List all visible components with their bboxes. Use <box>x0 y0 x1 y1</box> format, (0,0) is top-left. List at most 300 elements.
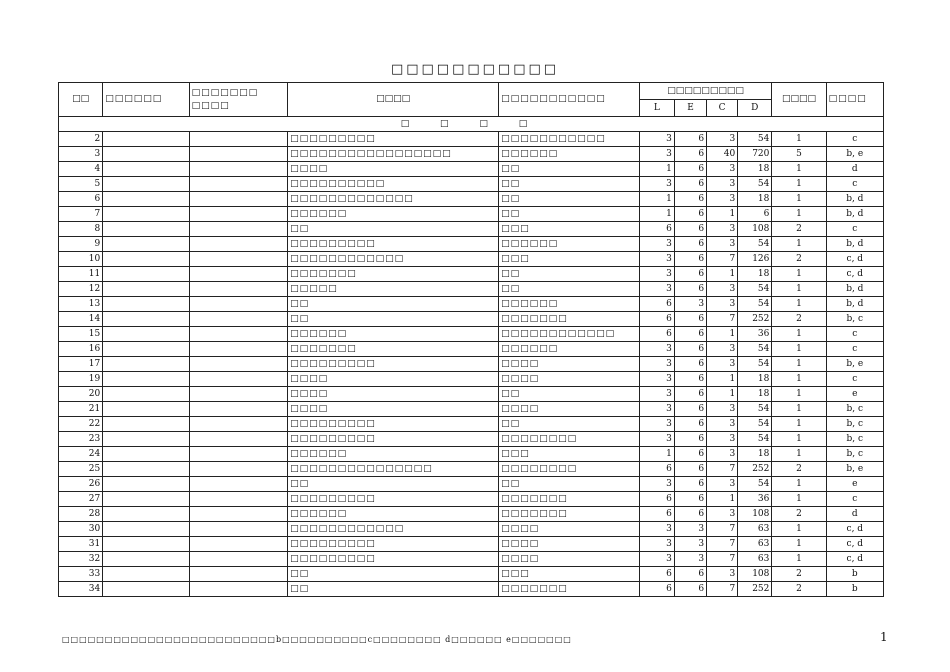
row-number: 31 <box>59 537 103 552</box>
row-D: 54 <box>738 432 772 447</box>
row-empty-col2 <box>103 312 189 327</box>
row-item-name: □□□□□□□ <box>288 342 499 357</box>
row-E: 6 <box>674 207 706 222</box>
table-row <box>59 522 884 537</box>
header-col10: □□□□ <box>772 83 826 117</box>
row-item-name: □□□□□□□□□□□□□ <box>288 192 499 207</box>
table-row <box>59 447 884 462</box>
row-empty-col2 <box>103 447 189 462</box>
row-E: 6 <box>674 162 706 177</box>
header-col3-line2: □□□□ <box>191 100 230 111</box>
row-number: 33 <box>59 567 103 582</box>
row-empty-col3 <box>189 492 287 507</box>
row-code: b, e <box>826 147 883 162</box>
table-row <box>59 267 884 282</box>
row-number: 27 <box>59 492 103 507</box>
row-item-name: □□ <box>288 222 499 237</box>
table-row <box>59 222 884 237</box>
row-L: 6 <box>639 582 674 597</box>
row-empty-col2 <box>103 327 189 342</box>
table-row <box>59 432 884 447</box>
row-E: 6 <box>674 132 706 147</box>
row-D: 63 <box>738 522 772 537</box>
row-number: 28 <box>59 507 103 522</box>
row-L: 1 <box>639 162 674 177</box>
row-number: 9 <box>59 237 103 252</box>
table-row <box>59 162 884 177</box>
row-code: b, c <box>826 312 883 327</box>
row-E: 6 <box>674 492 706 507</box>
row-item-name: □□ <box>288 567 499 582</box>
footer-note: □□□□□□□□□□□□□□□□□□□□□□□□□b□□□□□□□□□□c□□□□□□□□ d□□□□□□ e□□□□□□□ <box>62 635 572 644</box>
row-D: 54 <box>738 132 772 147</box>
row-empty-col2 <box>103 147 189 162</box>
row-empty-col2 <box>103 162 189 177</box>
row-empty-col2 <box>103 537 189 552</box>
row-level: 2 <box>772 582 826 597</box>
row-condition: □□□□□□□□□□□□ <box>499 327 640 342</box>
row-D: 63 <box>738 537 772 552</box>
row-E: 6 <box>674 417 706 432</box>
row-C: 3 <box>707 297 738 312</box>
row-condition: □□ <box>499 387 640 402</box>
row-D: 252 <box>738 312 772 327</box>
row-number: 12 <box>59 282 103 297</box>
row-condition: □□□□□□□□ <box>499 432 640 447</box>
row-number: 7 <box>59 207 103 222</box>
row-code: b <box>826 567 883 582</box>
row-number: 3 <box>59 147 103 162</box>
row-empty-col3 <box>189 537 287 552</box>
row-empty-col3 <box>189 582 287 597</box>
row-empty-col3 <box>189 162 287 177</box>
row-C: 7 <box>707 552 738 567</box>
table-row <box>59 147 884 162</box>
row-condition: □□□□□□ <box>499 297 640 312</box>
row-level: 1 <box>772 237 826 252</box>
row-item-name: □□□□□□□□□□□□□□□□□ <box>288 147 499 162</box>
row-empty-col3 <box>189 567 287 582</box>
row-C: 7 <box>707 537 738 552</box>
row-code: c, d <box>826 252 883 267</box>
header-col3-line1: □□□□□□□ <box>191 87 259 98</box>
row-L: 6 <box>639 312 674 327</box>
row-D: 54 <box>738 177 772 192</box>
row-L: 3 <box>639 357 674 372</box>
row-C: 3 <box>707 567 738 582</box>
row-E: 6 <box>674 462 706 477</box>
row-number: 19 <box>59 372 103 387</box>
row-C: 7 <box>707 312 738 327</box>
row-L: 3 <box>639 402 674 417</box>
row-code: b, c <box>826 432 883 447</box>
row-number: 13 <box>59 297 103 312</box>
row-item-name: □□□□□□□□□ <box>288 357 499 372</box>
row-C: 1 <box>707 267 738 282</box>
row-E: 6 <box>674 447 706 462</box>
row-number: 34 <box>59 582 103 597</box>
row-L: 3 <box>639 342 674 357</box>
row-D: 54 <box>738 297 772 312</box>
row-item-name: □□□□□□□□□ <box>288 537 499 552</box>
row-L: 6 <box>639 462 674 477</box>
row-C: 1 <box>707 492 738 507</box>
table-row <box>59 192 884 207</box>
row-level: 1 <box>772 417 826 432</box>
row-code: b, c <box>826 417 883 432</box>
row-C: 3 <box>707 477 738 492</box>
row-code: b, e <box>826 462 883 477</box>
row-level: 1 <box>772 477 826 492</box>
row-empty-col3 <box>189 402 287 417</box>
row-empty-col3 <box>189 372 287 387</box>
row-item-name: □□□□□□□□□□□□ <box>288 522 499 537</box>
row-item-name: □□□□ <box>288 372 499 387</box>
row-code: c <box>826 177 883 192</box>
row-C: 1 <box>707 207 738 222</box>
row-number: 6 <box>59 192 103 207</box>
row-code: c, d <box>826 537 883 552</box>
table-row <box>59 207 884 222</box>
row-E: 6 <box>674 372 706 387</box>
row-D: 54 <box>738 477 772 492</box>
row-condition: □□□ <box>499 252 640 267</box>
row-number: 24 <box>59 447 103 462</box>
row-empty-col3 <box>189 282 287 297</box>
row-item-name: □□□□□□□□□□□□□□□ <box>288 462 499 477</box>
row-E: 6 <box>674 477 706 492</box>
row-level: 1 <box>772 372 826 387</box>
row-level: 1 <box>772 177 826 192</box>
row-number: 14 <box>59 312 103 327</box>
table-row <box>59 297 884 312</box>
header-col3 <box>189 83 287 117</box>
row-D: 108 <box>738 507 772 522</box>
row-E: 6 <box>674 177 706 192</box>
row-C: 3 <box>707 177 738 192</box>
row-empty-col3 <box>189 177 287 192</box>
row-L: 3 <box>639 477 674 492</box>
row-E: 3 <box>674 522 706 537</box>
row-empty-col2 <box>103 582 189 597</box>
row-E: 6 <box>674 342 706 357</box>
row-condition: □□ <box>499 162 640 177</box>
row-empty-col3 <box>189 432 287 447</box>
row-condition: □□ <box>499 477 640 492</box>
row-level: 1 <box>772 357 826 372</box>
row-level: 1 <box>772 402 826 417</box>
row-C: 3 <box>707 237 738 252</box>
row-C: 3 <box>707 192 738 207</box>
row-item-name: □□□□□□ <box>288 327 499 342</box>
row-L: 6 <box>639 297 674 312</box>
row-empty-col3 <box>189 507 287 522</box>
header-col5: □□□□□□□□□□□ <box>499 83 640 117</box>
row-empty-col2 <box>103 132 189 147</box>
row-level: 2 <box>772 462 826 477</box>
row-E: 6 <box>674 222 706 237</box>
row-L: 3 <box>639 522 674 537</box>
row-condition: □□□□ <box>499 552 640 567</box>
row-code: d <box>826 507 883 522</box>
row-code: c <box>826 132 883 147</box>
row-item-name: □□□□□□□□□ <box>288 492 499 507</box>
table-row <box>59 312 884 327</box>
row-empty-col2 <box>103 342 189 357</box>
row-empty-col2 <box>103 297 189 312</box>
row-level: 1 <box>772 162 826 177</box>
row-E: 6 <box>674 432 706 447</box>
row-L: 3 <box>639 237 674 252</box>
row-item-name: □□□□□□□ <box>288 267 499 282</box>
row-number: 15 <box>59 327 103 342</box>
row-item-name: □□□□□□□□□ <box>288 132 499 147</box>
row-condition: □□□□ <box>499 522 640 537</box>
row-empty-col2 <box>103 357 189 372</box>
row-E: 6 <box>674 192 706 207</box>
row-item-name: □□□□□□□□□□□□ <box>288 252 499 267</box>
row-item-name: □□□□ <box>288 387 499 402</box>
row-empty-col3 <box>189 522 287 537</box>
row-D: 252 <box>738 462 772 477</box>
row-D: 54 <box>738 282 772 297</box>
row-level: 2 <box>772 252 826 267</box>
row-empty-col3 <box>189 132 287 147</box>
risk-table <box>58 82 884 597</box>
table-row <box>59 372 884 387</box>
row-number: 32 <box>59 552 103 567</box>
row-code: e <box>826 387 883 402</box>
row-L: 3 <box>639 387 674 402</box>
row-E: 3 <box>674 537 706 552</box>
row-level: 1 <box>772 267 826 282</box>
row-item-name: □□□□□□ <box>288 447 499 462</box>
row-E: 6 <box>674 282 706 297</box>
row-empty-col3 <box>189 417 287 432</box>
row-level: 1 <box>772 207 826 222</box>
row-D: 54 <box>738 402 772 417</box>
row-D: 54 <box>738 342 772 357</box>
row-condition: □□□□□□ <box>499 342 640 357</box>
row-L: 3 <box>639 267 674 282</box>
row-empty-col2 <box>103 417 189 432</box>
table-row <box>59 387 884 402</box>
table-row <box>59 462 884 477</box>
row-empty-col2 <box>103 222 189 237</box>
row-level: 1 <box>772 132 826 147</box>
row-number: 10 <box>59 252 103 267</box>
row-number: 8 <box>59 222 103 237</box>
row-empty-col2 <box>103 462 189 477</box>
row-number: 21 <box>59 402 103 417</box>
row-E: 6 <box>674 582 706 597</box>
table-row <box>59 417 884 432</box>
header-col4: □□□□ <box>288 83 499 117</box>
row-C: 3 <box>707 357 738 372</box>
row-code: b, d <box>826 297 883 312</box>
row-D: 18 <box>738 372 772 387</box>
row-empty-col3 <box>189 357 287 372</box>
row-item-name: □□□□□□□□□ <box>288 432 499 447</box>
row-code: b, d <box>826 207 883 222</box>
row-L: 1 <box>639 447 674 462</box>
row-empty-col3 <box>189 237 287 252</box>
row-D: 63 <box>738 552 772 567</box>
row-level: 2 <box>772 567 826 582</box>
row-number: 4 <box>59 162 103 177</box>
row-code: b <box>826 582 883 597</box>
row-code: c <box>826 372 883 387</box>
row-L: 6 <box>639 492 674 507</box>
row-number: 16 <box>59 342 103 357</box>
row-level: 2 <box>772 222 826 237</box>
row-E: 6 <box>674 252 706 267</box>
row-level: 1 <box>772 447 826 462</box>
row-condition: □□ <box>499 192 640 207</box>
row-item-name: □□□□□□□□□ <box>288 417 499 432</box>
header-seq: □□ <box>59 83 103 117</box>
row-code: c <box>826 492 883 507</box>
row-empty-col3 <box>189 252 287 267</box>
row-empty-col3 <box>189 312 287 327</box>
row-item-name: □□□□□□ <box>288 507 499 522</box>
document-title: □□□□□□□□□□□ <box>390 62 560 77</box>
row-empty-col2 <box>103 567 189 582</box>
table-row <box>59 282 884 297</box>
row-condition: □□□□□□□ <box>499 312 640 327</box>
row-item-name: □□ <box>288 477 499 492</box>
row-empty-col2 <box>103 552 189 567</box>
row-level: 1 <box>772 552 826 567</box>
table-row <box>59 567 884 582</box>
row-level: 1 <box>772 342 826 357</box>
table-row <box>59 582 884 597</box>
row-E: 6 <box>674 567 706 582</box>
row-D: 54 <box>738 237 772 252</box>
row-number: 26 <box>59 477 103 492</box>
row-E: 6 <box>674 327 706 342</box>
row-item-name: □□ <box>288 312 499 327</box>
header-L: L <box>639 100 674 117</box>
header-col2: □□□□□□ <box>103 83 189 117</box>
row-L: 1 <box>639 207 674 222</box>
row-empty-col2 <box>103 432 189 447</box>
row-level: 1 <box>772 282 826 297</box>
row-C: 3 <box>707 222 738 237</box>
table-row <box>59 492 884 507</box>
row-C: 1 <box>707 327 738 342</box>
row-condition: □□□□□□□□□□□ <box>499 132 640 147</box>
row-code: b, d <box>826 192 883 207</box>
header-E: E <box>674 100 706 117</box>
header-col11: □□□□ <box>826 83 883 117</box>
header-D: D <box>738 100 772 117</box>
table-row <box>59 477 884 492</box>
row-C: 3 <box>707 447 738 462</box>
row-level: 1 <box>772 432 826 447</box>
row-condition: □□ <box>499 177 640 192</box>
row-code: c, d <box>826 552 883 567</box>
row-empty-col3 <box>189 447 287 462</box>
row-empty-col3 <box>189 462 287 477</box>
row-empty-col3 <box>189 147 287 162</box>
table-row <box>59 237 884 252</box>
row-condition: □□□□□□□ <box>499 492 640 507</box>
row-E: 6 <box>674 312 706 327</box>
table-row <box>59 132 884 147</box>
row-C: 1 <box>707 387 738 402</box>
row-item-name: □□□□□ <box>288 282 499 297</box>
row-code: b, d <box>826 237 883 252</box>
row-code: c <box>826 342 883 357</box>
row-condition: □□ <box>499 282 640 297</box>
row-D: 126 <box>738 252 772 267</box>
table-row <box>59 252 884 267</box>
row-empty-col3 <box>189 327 287 342</box>
row-C: 7 <box>707 582 738 597</box>
row-empty-col3 <box>189 342 287 357</box>
row-D: 252 <box>738 582 772 597</box>
row-item-name: □□□□□□□□□ <box>288 552 499 567</box>
row-E: 6 <box>674 402 706 417</box>
row-code: c <box>826 222 883 237</box>
table-row <box>59 342 884 357</box>
row-condition: □□□ <box>499 222 640 237</box>
row-E: 6 <box>674 147 706 162</box>
row-number: 5 <box>59 177 103 192</box>
row-code: c, d <box>826 522 883 537</box>
row-E: 6 <box>674 267 706 282</box>
row-D: 18 <box>738 162 772 177</box>
row-C: 3 <box>707 342 738 357</box>
row-item-name: □□□□□□□□□ <box>288 237 499 252</box>
row-empty-col3 <box>189 192 287 207</box>
row-C: 40 <box>707 147 738 162</box>
table-row <box>59 177 884 192</box>
row-empty-col2 <box>103 477 189 492</box>
table-row <box>59 537 884 552</box>
row-condition: □□ <box>499 267 640 282</box>
row-D: 18 <box>738 192 772 207</box>
row-E: 3 <box>674 552 706 567</box>
row-code: d <box>826 162 883 177</box>
row-D: 18 <box>738 387 772 402</box>
row-E: 6 <box>674 507 706 522</box>
row-condition: □□□□□□□□ <box>499 462 640 477</box>
table-row <box>59 507 884 522</box>
header-group-lecd: □□□□□□□□□ <box>639 83 772 100</box>
table-row <box>59 402 884 417</box>
row-condition: □□□□ <box>499 402 640 417</box>
row-D: 108 <box>738 567 772 582</box>
row-code: b, c <box>826 402 883 417</box>
page-number: 1 <box>880 630 888 644</box>
row-D: 6 <box>738 207 772 222</box>
row-L: 3 <box>639 432 674 447</box>
row-level: 1 <box>772 537 826 552</box>
row-empty-col2 <box>103 492 189 507</box>
row-empty-col2 <box>103 507 189 522</box>
row-empty-col3 <box>189 387 287 402</box>
row-level: 2 <box>772 507 826 522</box>
row-code: c <box>826 327 883 342</box>
row-D: 720 <box>738 147 772 162</box>
row-empty-col2 <box>103 372 189 387</box>
row-E: 3 <box>674 297 706 312</box>
row-E: 6 <box>674 357 706 372</box>
row-condition: □□ <box>499 207 640 222</box>
row-C: 7 <box>707 462 738 477</box>
